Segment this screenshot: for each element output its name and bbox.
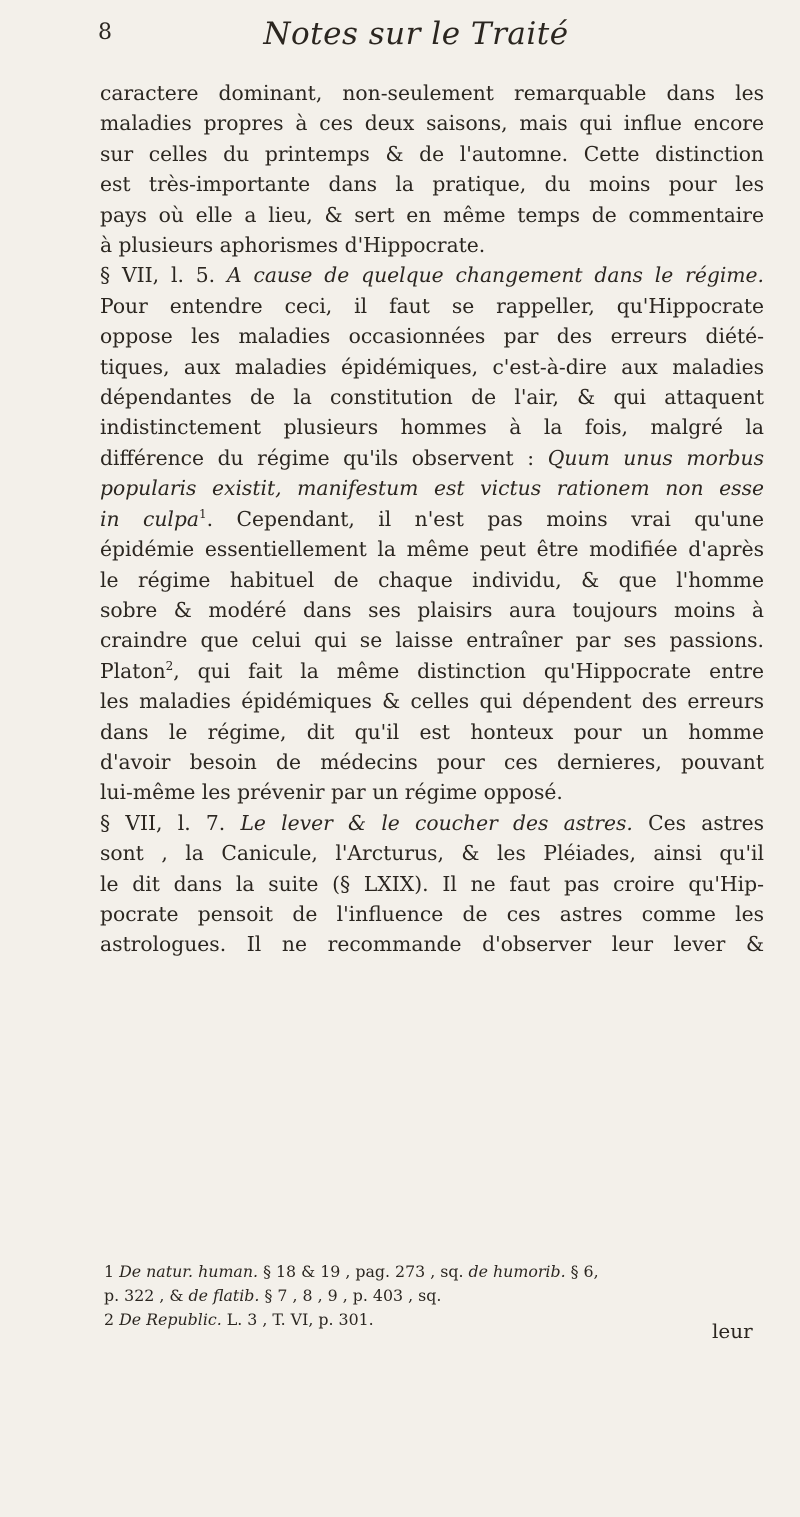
text-line: dépendantes de la constitution de l'air, & qui attaquent [100,385,764,410]
text-line: Pour entendre ceci, il faut se rappeller, qu'Hippocrate [100,293,764,318]
text-line: le régime habituel de chaque individu, & que l'homme [100,567,764,592]
text-line: craindre que celui qui se laisse entraîner par ses passions. [100,628,764,653]
body-text [100,78,764,960]
section-heading: A cause de quelque changement dans le régime. [226,263,764,288]
text-line: Platon$^2$, qui fait la même distinction qu'Hippocrate entre [100,658,764,683]
footnote-mark[interactable]: 1 [198,506,207,521]
text-line: est très-importante dans la pratique, du moins pour les [100,172,764,197]
footnotes [104,1260,764,1332]
footnote-1: 1 De natur. human. § 18 & 19 , pag. 273 , sq. de humorib. § 6, [104,1262,599,1281]
text-line: sobre & modéré dans ses plaisirs aura toujours moins à [100,597,764,622]
text-line: d'avoir besoin de médecins pour ces dernieres, pouvant [100,749,764,774]
latin-quote: in culpa [100,506,199,531]
text-line: tiques, aux maladies épidémiques, c'est-à-dire aux maladies [100,354,764,379]
footnote-1-cont: p. 322 , & de flatib. § 7 , 8 , 9 , p. 403 , sq. [104,1286,442,1305]
text-line: le dit dans la suite (§ LXIX). Il ne faut pas croire qu'Hip- [100,871,764,896]
text-line: différence du régime qu'ils observent : Quum unus morbus [100,445,764,470]
catchword: leur [712,1319,753,1343]
text-line: pays où elle a lieu, & sert en même temps de commentaire [100,202,764,227]
text-line: caractere dominant, non-seulement remarquable dans les [100,81,764,105]
text-line: indistinctement plusieurs hommes à la fois, malgré la [100,415,764,440]
text-line: sont , la Canicule, l'Arcturus, & les Pléiades, ainsi qu'il [100,841,764,866]
text-line: lui-même les prévenir par un régime opposé. [100,780,563,805]
section-ref: § VII, l. 7. [100,810,226,835]
running-head: Notes sur le Traité [263,16,569,52]
latin-quote: Quum unus morbus [547,445,764,470]
page-header [96,12,736,64]
footnote-mark[interactable]: 2 [165,658,174,673]
text-line: maladies propres à ces deux saisons, mais qui influe encore [100,111,764,136]
text-line: à plusieurs aphorismes d'Hippocrate. [100,233,486,258]
footnote-2: 2 De Republic. L. 3 , T. VI, p. 301. [104,1310,374,1329]
text-line: pocrate pensoit de l'influence de ces astres comme les [100,901,764,926]
section-ref: § VII, l. 5. [100,263,216,288]
latin-quote-line: popularis existit, manifestum est victus rationem non esse [100,476,764,501]
text-line: sur celles du printemps & de l'automne. Cette distinction [100,141,764,166]
text-line: les maladies épidémiques & celles qui dépendent des erreurs [100,689,764,714]
section-heading-line [100,260,764,290]
text-line: épidémie essentiellement la même peut être modifiée d'après [100,537,764,562]
page-number: 8 [98,20,112,45]
section-heading-line: § VII, l. 7. Le lever & le coucher des astres. Ces astres [100,810,765,835]
text-line: oppose les maladies occasionnées par des erreurs diété- [100,324,764,349]
text-line: dans le régime, dit qu'il est honteux pour un homme [100,719,764,744]
section-heading: Le lever & le coucher des astres. [240,810,633,835]
text-line: astrologues. Il ne recommande d'observer leur lever & [100,932,764,957]
text-line: in culpa$^1$. Cependant, il n'est pas moins vrai qu'une [100,506,765,531]
